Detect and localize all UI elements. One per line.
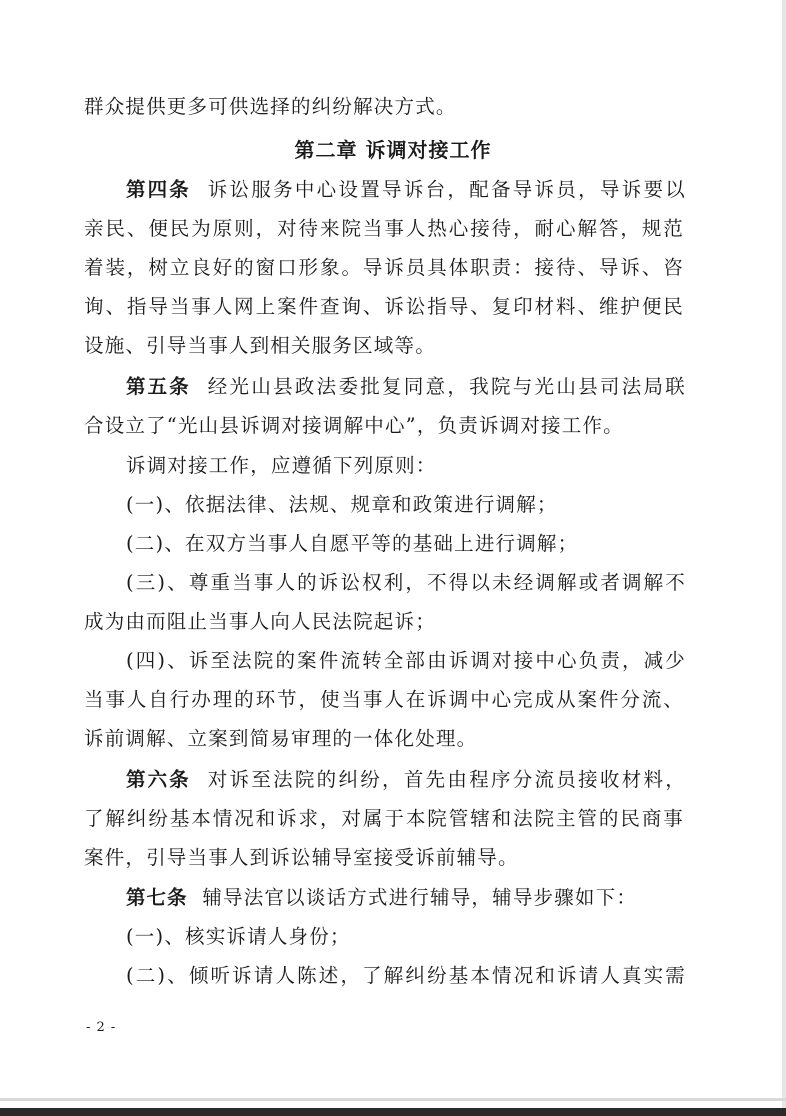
article-7-label: 第七条	[126, 886, 188, 909]
article-5-line-2: 合设立了“光山县诉调对接调解中心”，负责诉调对接工作。	[84, 414, 624, 437]
principles-intro: 诉调对接工作，应遵循下列原则：	[126, 454, 437, 477]
scan-edge-right	[782, 0, 786, 1116]
step-2-line-1: (二)、倾听诉请人陈述，了解纠纷基本情况和诉请人真实需	[126, 964, 686, 987]
article-6-label: 第六条	[126, 768, 191, 791]
chapter-heading: 第二章 诉调对接工作	[294, 138, 492, 162]
article-4-line-4: 询、指导当事人网上案件查询、诉讼指导、复印材料、维护便民	[84, 295, 684, 318]
principle-3-line-2: 成为由而阻止当事人向人民法院起诉；	[84, 610, 436, 633]
article-4-line-2: 亲民、便民为原则，对待来院当事人热心接待，耐心解答，规范	[84, 217, 684, 240]
article-4-line-1: 第四条 诉讼服务中心设置导诉台，配备导诉员，导诉要以	[126, 178, 686, 201]
principle-2: (二)、在双方当事人自愿平等的基础上进行调解；	[126, 532, 579, 555]
principle-1: (一)、依据法律、法规、规章和政策进行调解；	[126, 493, 558, 516]
scan-edge-bottom-dark	[0, 1108, 786, 1116]
principle-3-line-1: (三)、尊重当事人的诉讼权利，不得以未经调解或者调解不	[126, 571, 686, 594]
article-4-label: 第四条	[126, 178, 191, 201]
article-5-label: 第五条	[126, 375, 191, 398]
article-4-line-3: 着装，树立良好的窗口形象。导诉员具体职责：接待、导诉、咨	[84, 256, 684, 279]
article-4-line-5: 设施、引导当事人到相关服务区域等。	[84, 334, 436, 357]
text-line-1: 群众提供更多可供选择的纠纷解决方式。	[84, 95, 457, 118]
scan-edge-bottom	[0, 1098, 786, 1101]
principle-4-line-2: 当事人自行办理的环节，使当事人在诉调中心完成从案件分流、	[84, 688, 684, 711]
article-6-line-2: 了解纠纷基本情况和诉求，对属于本院管辖和法院主管的民商事	[84, 807, 684, 830]
article-7-line-1: 第七条 辅导法官以谈话方式进行辅导，辅导步骤如下：	[126, 886, 638, 909]
article-6-line-3: 案件，引导当事人到诉讼辅导室接受诉前辅导。	[84, 846, 519, 869]
article-6-line-1: 第六条 对诉至法院的纠纷，首先由程序分流员接收材料，	[126, 768, 686, 791]
article-5-line-1: 第五条 经光山县政法委批复同意，我院与光山县司法局联	[126, 375, 686, 398]
principle-4-line-3: 诉前调解、立案到简易审理的一体化处理。	[84, 727, 478, 750]
page-number: - 2 -	[86, 1020, 117, 1035]
principle-4-line-1: (四)、诉至法院的案件流转全部由诉调对接中心负责，减少	[126, 649, 686, 672]
step-1: (一)、核实诉请人身份；	[126, 925, 351, 948]
